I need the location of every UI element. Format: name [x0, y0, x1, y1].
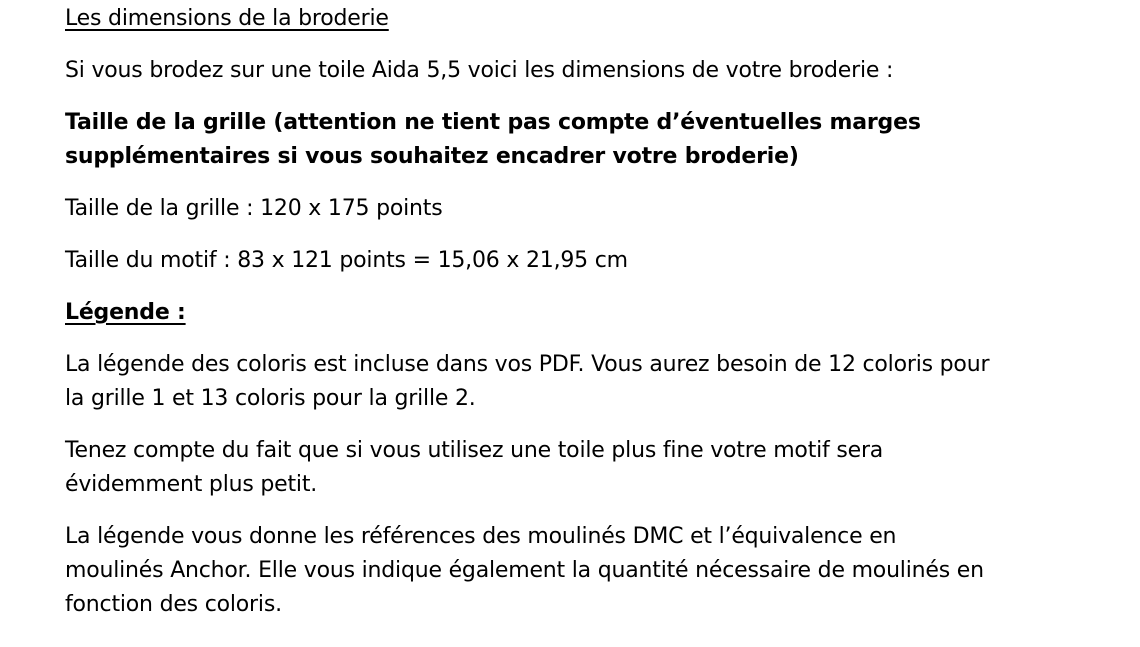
grid-size-paragraph: Taille de la grille : 120 x 175 points: [65, 196, 443, 221]
legend-title: Légende :: [65, 300, 186, 325]
grid-note-paragraph: [65, 106, 1130, 174]
references-paragraph: [65, 520, 1130, 622]
fabric-line: Tenez compte du fait que si vous utilisez une toile plus fine votre motif sera: [65, 438, 884, 463]
motif-size-paragraph: Taille du motif : 83 x 121 points = 15,06 x 21,95 cm: [65, 248, 628, 273]
legend-line: La légende des coloris est incluse dans vos PDF. Vous aurez besoin de 12 coloris pour: [65, 352, 990, 377]
fabric-line: évidemment plus petit.: [65, 472, 318, 497]
grid-note-line: supplémentaires si vous souhaitez encadrer votre broderie): [65, 144, 799, 169]
references-line: La légende vous donne les références des moulinés DMC et l’équivalence en: [65, 524, 897, 549]
references-line: moulinés Anchor. Elle vous indique également la quantité nécessaire de moulinés en: [65, 558, 984, 583]
legend-paragraph: [65, 348, 1130, 416]
section-title: Les dimensions de la broderie: [65, 6, 389, 31]
fabric-paragraph: [65, 434, 1130, 502]
legend-line: la grille 1 et 13 coloris pour la grille 2.: [65, 386, 476, 411]
grid-note-line: Taille de la grille (attention ne tient pas compte d’éventuelles marges: [65, 110, 921, 135]
document-page: [65, 0, 1130, 622]
intro-paragraph: Si vous brodez sur une toile Aida 5,5 voici les dimensions de votre broderie :: [65, 58, 894, 83]
references-line: fonction des coloris.: [65, 592, 282, 617]
